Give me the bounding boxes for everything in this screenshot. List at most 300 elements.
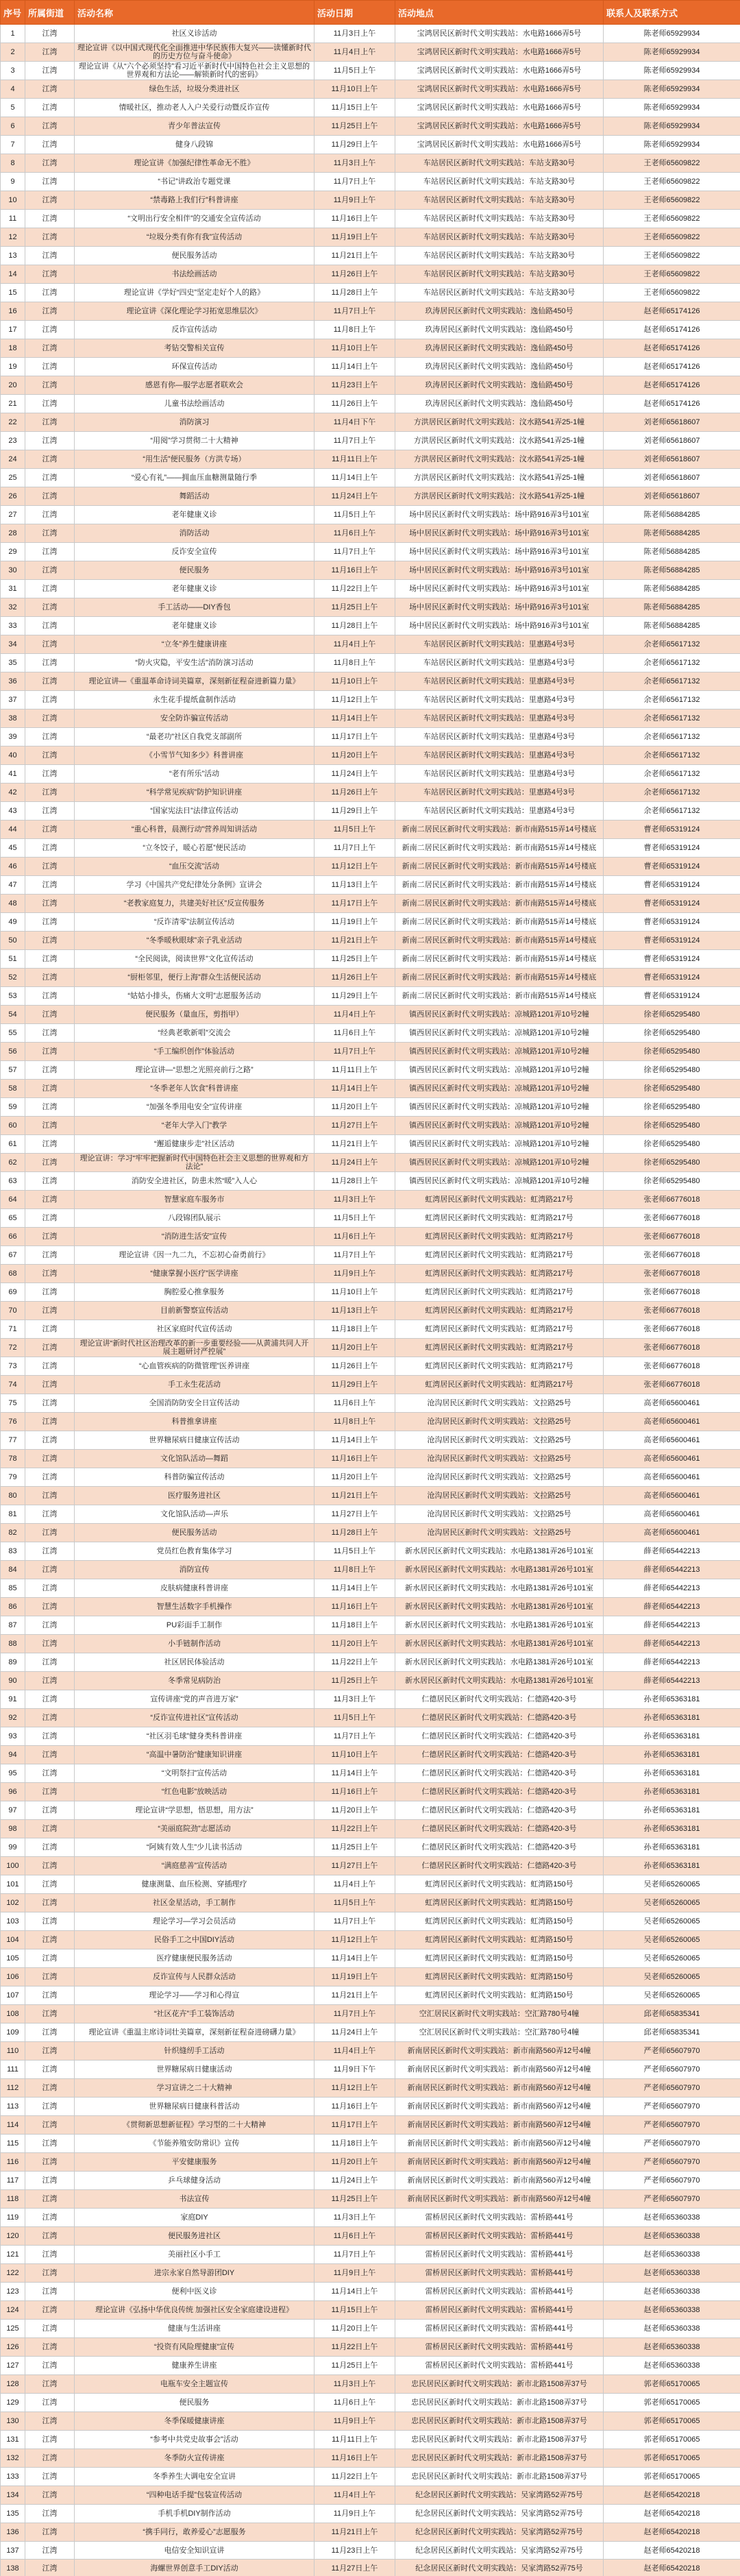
row-index: 45 bbox=[1, 839, 25, 858]
row-activity-date: 11月29日上午 bbox=[314, 1376, 395, 1394]
table-row bbox=[1, 2135, 740, 2153]
row-activity-date: 11月13日上午 bbox=[314, 1302, 395, 1320]
table-row bbox=[1, 765, 740, 783]
row-street: 江湾 bbox=[25, 469, 75, 487]
row-activity-date: 11月14日上午 bbox=[314, 2283, 395, 2301]
row-street: 江湾 bbox=[25, 1024, 75, 1043]
row-activity-name: “携手同行，敢养爱心”志愿服务 bbox=[75, 2523, 314, 2542]
row-index: 137 bbox=[1, 2542, 25, 2560]
row-street: 江湾 bbox=[25, 1912, 75, 1931]
row-activity-location: 雷桥居民区新时代文明实践站：雷桥路441号 bbox=[395, 2246, 604, 2264]
row-index: 100 bbox=[1, 1857, 25, 1875]
row-contact: 邱老师65835341 bbox=[604, 2005, 740, 2024]
table-row bbox=[1, 1228, 740, 1246]
row-activity-date: 11月14日上午 bbox=[314, 1949, 395, 1968]
row-activity-location: 车站居民区新时代文明实践站：车站支路30号 bbox=[395, 173, 604, 191]
row-activity-date: 11月9日上午 bbox=[314, 2505, 395, 2523]
row-street: 江湾 bbox=[25, 783, 75, 802]
row-contact: 薛老师65442213 bbox=[604, 1579, 740, 1598]
row-index: 80 bbox=[1, 1487, 25, 1505]
row-index: 126 bbox=[1, 2338, 25, 2357]
row-contact: 徐老师65295480 bbox=[604, 1043, 740, 1061]
row-activity-date: 11月11日上午 bbox=[314, 2431, 395, 2449]
row-contact: 薛老师65442213 bbox=[604, 1616, 740, 1635]
row-contact: 赵老师65174126 bbox=[604, 376, 740, 395]
table-row bbox=[1, 2486, 740, 2505]
row-activity-date: 11月10日上午 bbox=[314, 339, 395, 358]
table-row bbox=[1, 2542, 740, 2560]
row-street: 江湾 bbox=[25, 1283, 75, 1302]
row-contact: 陈老师56884285 bbox=[604, 598, 740, 617]
table-row bbox=[1, 2431, 740, 2449]
row-street: 江湾 bbox=[25, 2227, 75, 2246]
row-street: 江湾 bbox=[25, 1635, 75, 1653]
row-street: 江湾 bbox=[25, 1468, 75, 1487]
row-index: 27 bbox=[1, 506, 25, 524]
row-activity-location: 车站居民区新时代文明实践站：里惠路4号3号 bbox=[395, 802, 604, 821]
row-street: 江湾 bbox=[25, 2357, 75, 2375]
table-row bbox=[1, 117, 740, 136]
row-activity-date: 11月25日上午 bbox=[314, 1838, 395, 1857]
row-activity-date: 11月14日上午 bbox=[314, 469, 395, 487]
row-activity-name: “厨柜邻里，便行上海”群众生活便民活动 bbox=[75, 969, 314, 987]
row-activity-location: 雷桥居民区新时代文明实践站：雷桥路441号 bbox=[395, 2209, 604, 2227]
table-row bbox=[1, 1135, 740, 1154]
row-activity-name: 科普推拿讲座 bbox=[75, 1413, 314, 1431]
row-contact: 余老师65617132 bbox=[604, 709, 740, 728]
row-contact: 孙老师65363181 bbox=[604, 1690, 740, 1709]
row-street: 江湾 bbox=[25, 561, 75, 580]
row-activity-location: 空汇居民区新时代文明实践站：空汇路780号4幢 bbox=[395, 2005, 604, 2024]
row-activity-location: 车站居民区新时代文明实践站：车站支路30号 bbox=[395, 247, 604, 265]
row-contact: 严老师65607970 bbox=[604, 2135, 740, 2153]
table-row bbox=[1, 858, 740, 876]
row-activity-date: 11月7日上午 bbox=[314, 839, 395, 858]
row-activity-name: 理论宣讲《因一九二九，不忘初心奋勇前行》 bbox=[75, 1246, 314, 1265]
row-contact: 陈老师65929934 bbox=[604, 25, 740, 43]
row-index: 44 bbox=[1, 821, 25, 839]
table-row bbox=[1, 2190, 740, 2209]
row-contact: 严老师65607970 bbox=[604, 2116, 740, 2135]
row-contact: 王老师65609822 bbox=[604, 191, 740, 210]
row-activity-date: 11月8日上午 bbox=[314, 654, 395, 672]
row-activity-name: 老年健康义诊 bbox=[75, 580, 314, 598]
row-activity-name: 海螺世界创意手工DIY活动 bbox=[75, 2560, 314, 2576]
row-contact: 张老师66776018 bbox=[604, 1228, 740, 1246]
row-activity-location: 新南二居民区新时代文明实践站：新市南路515弄14号楼底 bbox=[395, 858, 604, 876]
table-row bbox=[1, 339, 740, 358]
row-contact: 陈老师65929934 bbox=[604, 117, 740, 136]
row-street: 江湾 bbox=[25, 413, 75, 432]
row-activity-location: 镇西居民区新时代文明实践站：凉城路1201弄10号2幢 bbox=[395, 1098, 604, 1117]
row-activity-location: 镇西居民区新时代文明实践站：凉城路1201弄10号2幢 bbox=[395, 1024, 604, 1043]
row-street: 江湾 bbox=[25, 2486, 75, 2505]
row-contact: 张老师66776018 bbox=[604, 1265, 740, 1283]
row-activity-date: 11月21日上午 bbox=[314, 1986, 395, 2005]
row-contact: 曹老师65319124 bbox=[604, 950, 740, 969]
table-row bbox=[1, 1117, 740, 1135]
row-activity-date: 11月29日上午 bbox=[314, 802, 395, 821]
row-activity-date: 11月18日上午 bbox=[314, 2135, 395, 2153]
row-index: 73 bbox=[1, 1357, 25, 1376]
row-activity-date: 11月16日上午 bbox=[314, 561, 395, 580]
row-street: 江湾 bbox=[25, 1394, 75, 1413]
row-index: 67 bbox=[1, 1246, 25, 1265]
row-activity-location: 新南二居民区新时代文明实践站：新市南路515弄14号楼底 bbox=[395, 932, 604, 950]
row-activity-date: 11月25日上午 bbox=[314, 1672, 395, 1690]
table-row bbox=[1, 321, 740, 339]
row-activity-location: 忠民居民区新时代文明实践站：新市北路1508弄37号 bbox=[395, 2431, 604, 2449]
row-index: 117 bbox=[1, 2172, 25, 2190]
table-row bbox=[1, 802, 740, 821]
row-activity-name: 智慧生活数字手机操作 bbox=[75, 1598, 314, 1616]
row-activity-name: 便民服务 bbox=[75, 2394, 314, 2412]
row-contact: 赵老师65174126 bbox=[604, 358, 740, 376]
row-activity-name: “老年大学入门”教学 bbox=[75, 1117, 314, 1135]
table-row bbox=[1, 543, 740, 561]
row-activity-date: 11月21日上午 bbox=[314, 1487, 395, 1505]
row-activity-name: “消防进生活安”宣传 bbox=[75, 1228, 314, 1246]
row-index: 103 bbox=[1, 1912, 25, 1931]
table-row bbox=[1, 1246, 740, 1265]
row-index: 52 bbox=[1, 969, 25, 987]
row-street: 江湾 bbox=[25, 1894, 75, 1912]
table-row bbox=[1, 25, 740, 43]
row-contact: 孙老师65363181 bbox=[604, 1838, 740, 1857]
table-row bbox=[1, 580, 740, 598]
row-activity-date: 11月3日上午 bbox=[314, 1690, 395, 1709]
row-index: 31 bbox=[1, 580, 25, 598]
row-activity-date: 11月18日上午 bbox=[314, 1616, 395, 1635]
row-index: 9 bbox=[1, 173, 25, 191]
row-street: 江湾 bbox=[25, 1801, 75, 1820]
row-index: 89 bbox=[1, 1653, 25, 1672]
row-activity-date: 11月14日上午 bbox=[314, 1579, 395, 1598]
table-row bbox=[1, 1561, 740, 1579]
row-contact: 徐老师65295480 bbox=[604, 1172, 740, 1191]
row-index: 134 bbox=[1, 2486, 25, 2505]
row-index: 65 bbox=[1, 1209, 25, 1228]
row-index: 92 bbox=[1, 1709, 25, 1727]
row-activity-location: 虹湾居民区新时代文明实践站：虹湾路150号 bbox=[395, 1894, 604, 1912]
row-activity-date: 11月22日上午 bbox=[314, 1820, 395, 1838]
row-activity-name: 便民服务活动 bbox=[75, 1524, 314, 1542]
row-contact: 徐老师65295480 bbox=[604, 1080, 740, 1098]
row-contact: 王老师65609822 bbox=[604, 173, 740, 191]
row-street: 江湾 bbox=[25, 969, 75, 987]
row-contact: 高老师65600461 bbox=[604, 1431, 740, 1450]
row-activity-date: 11月12日上午 bbox=[314, 1931, 395, 1949]
row-activity-name: 理论宣讲《以中国式现代化全面推进中华民族伟大复兴——读懂新时代的历史方位与奋斗使命》 bbox=[75, 43, 314, 62]
row-activity-location: 沧沟居民区新时代文明实践站：文拉路25号 bbox=[395, 1450, 604, 1468]
row-street: 江湾 bbox=[25, 1746, 75, 1764]
row-street: 江湾 bbox=[25, 1949, 75, 1968]
row-activity-name: 手机手机DIY制作活动 bbox=[75, 2505, 314, 2523]
row-street: 江湾 bbox=[25, 1875, 75, 1894]
row-index: 128 bbox=[1, 2375, 25, 2394]
row-activity-location: 新水居民区新时代文明实践站：水电路1381弄26号101室 bbox=[395, 1561, 604, 1579]
row-street: 江湾 bbox=[25, 932, 75, 950]
table-row bbox=[1, 99, 740, 117]
row-contact: 曹老师65319124 bbox=[604, 839, 740, 858]
row-contact: 郭老师65170065 bbox=[604, 2468, 740, 2486]
row-street: 江湾 bbox=[25, 1561, 75, 1579]
row-activity-location: 虹湾居民区新时代文明实践站：虹湾路150号 bbox=[395, 1968, 604, 1986]
row-activity-name: 手工活动——DIY香包 bbox=[75, 598, 314, 617]
row-activity-location: 雷桥居民区新时代文明实践站：雷桥路441号 bbox=[395, 2301, 604, 2320]
row-activity-location: 新南居民区新时代文明实践站：新市南路560弄12号4幢 bbox=[395, 2079, 604, 2098]
row-street: 江湾 bbox=[25, 432, 75, 450]
table-row bbox=[1, 746, 740, 765]
row-activity-location: 雷桥居民区新时代文明实践站：雷桥路441号 bbox=[395, 2283, 604, 2301]
row-index: 95 bbox=[1, 1764, 25, 1783]
row-index: 15 bbox=[1, 284, 25, 302]
row-activity-name: 感恩有你—服学志愿者联欢会 bbox=[75, 376, 314, 395]
row-street: 江湾 bbox=[25, 524, 75, 543]
row-activity-location: 车站居民区新时代文明实践站：里惠路4号3号 bbox=[395, 728, 604, 746]
row-activity-location: 仁德居民区新时代文明实践站：仁德路420-3号 bbox=[395, 1783, 604, 1801]
row-contact: 张老师66776018 bbox=[604, 1320, 740, 1339]
row-activity-name: 《贯彻新思想新征程》学习型的二十大精神 bbox=[75, 2116, 314, 2135]
row-contact: 吴老师65260065 bbox=[604, 1894, 740, 1912]
row-activity-location: 镇西居民区新时代文明实践站：凉城路1201弄10号2幢 bbox=[395, 1135, 604, 1154]
row-activity-date: 11月29日上午 bbox=[314, 987, 395, 1006]
row-activity-name: 理论宣讲《从“六个必须坚持”看习近平新时代中国特色社会主义思想的世界观和方法论——解锁新时代的密码》 bbox=[75, 62, 314, 80]
row-activity-date: 11月21日上午 bbox=[314, 247, 395, 265]
table-row bbox=[1, 1098, 740, 1117]
row-activity-location: 方洪居民区新时代文明实践站：汶水路541弄25-1幢 bbox=[395, 413, 604, 432]
row-activity-location: 车站居民区新时代文明实践站：里惠路4号3号 bbox=[395, 783, 604, 802]
row-activity-date: 11月20日上午 bbox=[314, 1801, 395, 1820]
row-contact: 孙老师65363181 bbox=[604, 1857, 740, 1875]
row-activity-name: 儿童书法绘画活动 bbox=[75, 395, 314, 413]
table-row bbox=[1, 2079, 740, 2098]
row-contact: 赵老师65420218 bbox=[604, 2560, 740, 2576]
row-index: 86 bbox=[1, 1598, 25, 1616]
row-street: 江湾 bbox=[25, 2283, 75, 2301]
row-activity-date: 11月6日上午 bbox=[314, 2394, 395, 2412]
row-street: 江湾 bbox=[25, 450, 75, 469]
row-activity-name: “防火灾隐，平安生活”消防演习活动 bbox=[75, 654, 314, 672]
row-index: 21 bbox=[1, 395, 25, 413]
row-contact: 张老师66776018 bbox=[604, 1191, 740, 1209]
table-row bbox=[1, 1413, 740, 1431]
row-activity-date: 11月16日上午 bbox=[314, 2449, 395, 2468]
row-index: 82 bbox=[1, 1524, 25, 1542]
table-row bbox=[1, 2098, 740, 2116]
row-activity-name: “参考中共党史故事会”活动 bbox=[75, 2431, 314, 2449]
row-index: 122 bbox=[1, 2264, 25, 2283]
table-row bbox=[1, 506, 740, 524]
row-street: 江湾 bbox=[25, 580, 75, 598]
row-activity-date: 11月26日上午 bbox=[314, 265, 395, 284]
row-activity-name: 反诈宣传与人民群众活动 bbox=[75, 1968, 314, 1986]
row-activity-location: 忠民居民区新时代文明实践站：新市北路1508弄37号 bbox=[395, 2394, 604, 2412]
row-street: 江湾 bbox=[25, 1339, 75, 1357]
table-row bbox=[1, 1191, 740, 1209]
row-activity-location: 沧沟居民区新时代文明实践站：文拉路25号 bbox=[395, 1413, 604, 1431]
row-street: 江湾 bbox=[25, 635, 75, 654]
row-activity-location: 车站居民区新时代文明实践站：里惠路4号3号 bbox=[395, 765, 604, 783]
row-activity-location: 空汇居民区新时代文明实践站：空汇路780号4幢 bbox=[395, 2024, 604, 2042]
row-activity-date: 11月25日上午 bbox=[314, 2357, 395, 2375]
row-activity-location: 新南居民区新时代文明实践站：新市南路560弄12号4幢 bbox=[395, 2153, 604, 2172]
row-activity-location: 仁德居民区新时代文明实践站：仁德路420-3号 bbox=[395, 1857, 604, 1875]
row-contact: 赵老师65174126 bbox=[604, 395, 740, 413]
row-activity-location: 镇西居民区新时代文明实践站：凉城路1201弄10号2幢 bbox=[395, 1061, 604, 1080]
table-row bbox=[1, 2061, 740, 2079]
row-contact: 赵老师65360338 bbox=[604, 2320, 740, 2338]
row-street: 江湾 bbox=[25, 2005, 75, 2024]
row-activity-name: “用阅”学习贯彻二十大精神 bbox=[75, 432, 314, 450]
row-activity-name: 社区金星活动，手工制作 bbox=[75, 1894, 314, 1912]
table-row bbox=[1, 1524, 740, 1542]
row-contact: 陈老师56884285 bbox=[604, 506, 740, 524]
row-activity-date: 11月20日上午 bbox=[314, 1468, 395, 1487]
table-row bbox=[1, 2560, 740, 2576]
table-row bbox=[1, 2246, 740, 2264]
row-index: 91 bbox=[1, 1690, 25, 1709]
row-activity-date: 11月7日上午 bbox=[314, 2246, 395, 2264]
row-activity-name: “文明出行安全相伴”的交通安全宣传活动 bbox=[75, 210, 314, 228]
row-activity-name: 消防宣传 bbox=[75, 1561, 314, 1579]
row-contact: 薛老师65442213 bbox=[604, 1672, 740, 1690]
row-index: 135 bbox=[1, 2505, 25, 2523]
table-row bbox=[1, 1043, 740, 1061]
row-activity-location: 纪念居民区新时代文明实践站：吴家湾路52弄75号 bbox=[395, 2542, 604, 2560]
row-activity-name: “冬季暖秋眼球”亲子乳业活动 bbox=[75, 932, 314, 950]
row-street: 江湾 bbox=[25, 2209, 75, 2227]
row-street: 江湾 bbox=[25, 1154, 75, 1172]
row-activity-location: 方洪居民区新时代文明实践站：汶水路541弄25-1幢 bbox=[395, 432, 604, 450]
table-row bbox=[1, 2523, 740, 2542]
table-row bbox=[1, 1006, 740, 1024]
row-contact: 严老师65607970 bbox=[604, 2153, 740, 2172]
row-index: 63 bbox=[1, 1172, 25, 1191]
table-row bbox=[1, 302, 740, 321]
row-contact: 薛老师65442213 bbox=[604, 1542, 740, 1561]
row-activity-location: 忠民居民区新时代文明实践站：新市北路1508弄37号 bbox=[395, 2468, 604, 2486]
row-activity-location: 虹湾居民区新时代文明实践站：虹湾路217号 bbox=[395, 1376, 604, 1394]
row-activity-location: 新水居民区新时代文明实践站：水电路1381弄26号101室 bbox=[395, 1598, 604, 1616]
row-contact: 高老师65600461 bbox=[604, 1394, 740, 1413]
row-street: 江湾 bbox=[25, 1524, 75, 1542]
row-activity-date: 11月7日上午 bbox=[314, 2005, 395, 2024]
row-activity-name: 理论学习—学习会员活动 bbox=[75, 1912, 314, 1931]
row-index: 120 bbox=[1, 2227, 25, 2246]
row-contact: 赵老师65360338 bbox=[604, 2246, 740, 2264]
row-activity-name: “手工编织创作”体验活动 bbox=[75, 1043, 314, 1061]
row-contact: 徐老师65295480 bbox=[604, 1006, 740, 1024]
row-activity-date: 11月26日上午 bbox=[314, 1357, 395, 1376]
row-activity-date: 11月13日上午 bbox=[314, 876, 395, 895]
row-activity-name: “投资有风险理健康”宣传 bbox=[75, 2338, 314, 2357]
row-index: 107 bbox=[1, 1986, 25, 2005]
row-activity-location: 虹湾居民区新时代文明实践站：虹湾路217号 bbox=[395, 1246, 604, 1265]
row-activity-date: 11月12日上午 bbox=[314, 2079, 395, 2098]
table-row bbox=[1, 2301, 740, 2320]
row-activity-name: 宣传讲座“党的声音进万家” bbox=[75, 1690, 314, 1709]
row-street: 江湾 bbox=[25, 1450, 75, 1468]
row-contact: 郭老师65170065 bbox=[604, 2394, 740, 2412]
row-activity-date: 11月19日上午 bbox=[314, 228, 395, 247]
row-activity-name: 反诈宣传活动 bbox=[75, 321, 314, 339]
row-activity-location: 仁德居民区新时代文明实践站：仁德路420-3号 bbox=[395, 1727, 604, 1746]
row-activity-name: “立冬饺子，暖心若愿”便民活动 bbox=[75, 839, 314, 858]
row-activity-name: “心血管疾病的防微管理”医养讲座 bbox=[75, 1357, 314, 1376]
row-street: 江湾 bbox=[25, 2449, 75, 2468]
row-contact: 高老师65600461 bbox=[604, 1413, 740, 1431]
row-street: 江湾 bbox=[25, 2542, 75, 2560]
row-activity-location: 场中居民区新时代文明实践站：场中路916弄3号101室 bbox=[395, 580, 604, 598]
row-street: 江湾 bbox=[25, 1302, 75, 1320]
row-street: 江湾 bbox=[25, 2246, 75, 2264]
row-activity-location: 车站居民区新时代文明实践站：车站支路30号 bbox=[395, 228, 604, 247]
row-contact: 王老师65609822 bbox=[604, 154, 740, 173]
row-activity-date: 11月7日上午 bbox=[314, 1727, 395, 1746]
row-index: 75 bbox=[1, 1394, 25, 1413]
row-activity-date: 11月20日上午 bbox=[314, 1635, 395, 1653]
row-activity-date: 11月4日上午 bbox=[314, 635, 395, 654]
table-row bbox=[1, 1616, 740, 1635]
row-activity-date: 11月14日上午 bbox=[314, 1080, 395, 1098]
row-activity-date: 11月26日上午 bbox=[314, 783, 395, 802]
row-contact: 薛老师65442213 bbox=[604, 1561, 740, 1579]
row-contact: 郭老师65170065 bbox=[604, 2412, 740, 2431]
row-activity-name: 科普防骗宣传活动 bbox=[75, 1468, 314, 1487]
row-activity-location: 雷桥居民区新时代文明实践站：雷桥路441号 bbox=[395, 2338, 604, 2357]
row-activity-name: 目前新警察宣传活动 bbox=[75, 1302, 314, 1320]
row-activity-location: 新水居民区新时代文明实践站：水电路1381弄26号101室 bbox=[395, 1542, 604, 1561]
row-index: 79 bbox=[1, 1468, 25, 1487]
row-index: 97 bbox=[1, 1801, 25, 1820]
row-index: 106 bbox=[1, 1968, 25, 1986]
row-activity-name: 世界糖尿病日健康活动 bbox=[75, 2061, 314, 2079]
row-index: 88 bbox=[1, 1635, 25, 1653]
row-index: 90 bbox=[1, 1672, 25, 1690]
row-index: 18 bbox=[1, 339, 25, 358]
row-activity-name: 家庭DIY bbox=[75, 2209, 314, 2227]
row-activity-name: “加强冬季用电安全”宣传讲座 bbox=[75, 1098, 314, 1117]
row-activity-name: 民俗手工之中国DIY活动 bbox=[75, 1931, 314, 1949]
row-index: 132 bbox=[1, 2449, 25, 2468]
table-row bbox=[1, 709, 740, 728]
row-street: 江湾 bbox=[25, 2116, 75, 2135]
row-contact: 吴老师65260065 bbox=[604, 1875, 740, 1894]
row-activity-location: 新南二居民区新时代文明实践站：新市南路515弄14号楼底 bbox=[395, 876, 604, 895]
row-activity-date: 11月22日上午 bbox=[314, 1653, 395, 1672]
row-activity-date: 11月8日上午 bbox=[314, 1561, 395, 1579]
row-index: 76 bbox=[1, 1413, 25, 1431]
row-activity-date: 11月24日上午 bbox=[314, 2172, 395, 2190]
table-row bbox=[1, 728, 740, 746]
row-activity-name: “科学常见疾病”防护知识讲座 bbox=[75, 783, 314, 802]
row-activity-date: 11月15日上午 bbox=[314, 99, 395, 117]
row-index: 131 bbox=[1, 2431, 25, 2449]
row-contact: 曹老师65319124 bbox=[604, 821, 740, 839]
row-activity-name: 学习《中国共产党纪律处分条例》宣讲会 bbox=[75, 876, 314, 895]
row-activity-location: 场中居民区新时代文明实践站：场中路916弄3号101室 bbox=[395, 506, 604, 524]
table-row bbox=[1, 821, 740, 839]
row-activity-location: 虹湾居民区新时代文明实践站：虹湾路150号 bbox=[395, 1875, 604, 1894]
row-activity-name: 书法绘画活动 bbox=[75, 265, 314, 284]
row-street: 江湾 bbox=[25, 1413, 75, 1431]
row-activity-date: 11月29日上午 bbox=[314, 136, 395, 154]
row-activity-date: 11月5日上午 bbox=[314, 1894, 395, 1912]
row-activity-date: 11月24日上午 bbox=[314, 2024, 395, 2042]
row-activity-location: 沧沟居民区新时代文明实践站：文拉路25号 bbox=[395, 1468, 604, 1487]
row-contact: 严老师65607970 bbox=[604, 2190, 740, 2209]
